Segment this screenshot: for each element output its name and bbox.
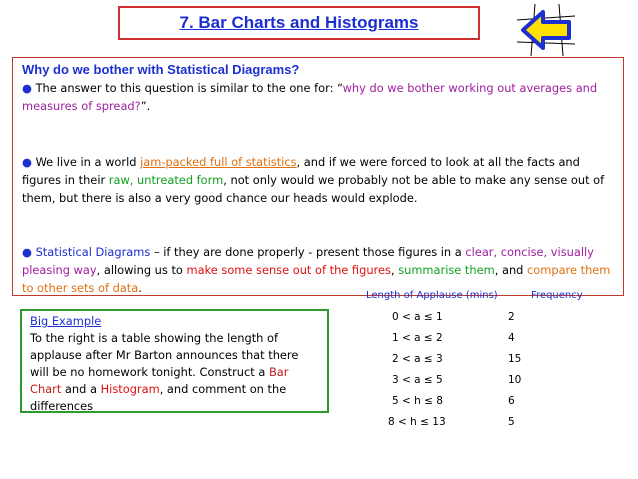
table-cell-class: 5 < h ≤ 8 bbox=[392, 395, 443, 407]
bullet-icon: ● bbox=[22, 81, 32, 95]
table-cell-frequency: 4 bbox=[508, 332, 515, 344]
bullet-icon: ● bbox=[22, 155, 32, 169]
example-heading: Big Example bbox=[30, 314, 102, 328]
table-cell-frequency: 15 bbox=[508, 353, 522, 365]
title-box bbox=[118, 6, 480, 40]
table-cell-class: 2 < a ≤ 3 bbox=[392, 353, 443, 365]
question-heading: Why do we bother with Statistical Diagrams? bbox=[22, 62, 300, 77]
paragraph-2: ● We live in a world jam-packed full of statistics, and if we were forced to look at all the facts and figures in their raw, untreated form, not only would we probably not be able to make any sense out of them, but there is also a very good chance our heads would explode. bbox=[22, 155, 605, 205]
table-cell-class: 3 < a ≤ 5 bbox=[392, 374, 443, 386]
table-header-length: Length of Applause (mins) bbox=[366, 290, 498, 301]
table-cell-class: 8 < h ≤ 13 bbox=[388, 416, 446, 428]
table-cell-frequency: 2 bbox=[508, 311, 515, 323]
back-arrow-icon[interactable] bbox=[515, 2, 577, 58]
table-cell-class: 1 < a ≤ 2 bbox=[392, 332, 443, 344]
table-cell-class: 0 < a ≤ 1 bbox=[392, 311, 443, 323]
table-cell-frequency: 6 bbox=[508, 395, 515, 407]
page-title: 7. Bar Charts and Histograms bbox=[179, 13, 419, 32]
example-box bbox=[20, 309, 329, 413]
bullet-icon: ● bbox=[22, 245, 32, 259]
example-text: To the right is a table showing the length of applause after Mr Barton announces that there will be no homework tonight. Construct a Bar Chart and a Histogram, and comment on the differences bbox=[30, 331, 299, 413]
table-cell-frequency: 5 bbox=[508, 416, 515, 428]
paragraph-3: ● Statistical Diagrams – if they are done properly - present those figures in a clear, concise, visually pleasing way, allowing us to make some sense out of the figures, summarise them, and compare them to other sets of data. bbox=[22, 245, 611, 295]
table-header-frequency: Frequency bbox=[531, 290, 583, 301]
table-cell-frequency: 10 bbox=[508, 374, 522, 386]
paragraph-1: ● The answer to this question is similar to the one for: “why do we bother working out averages and measures of spread?”. bbox=[22, 81, 598, 113]
